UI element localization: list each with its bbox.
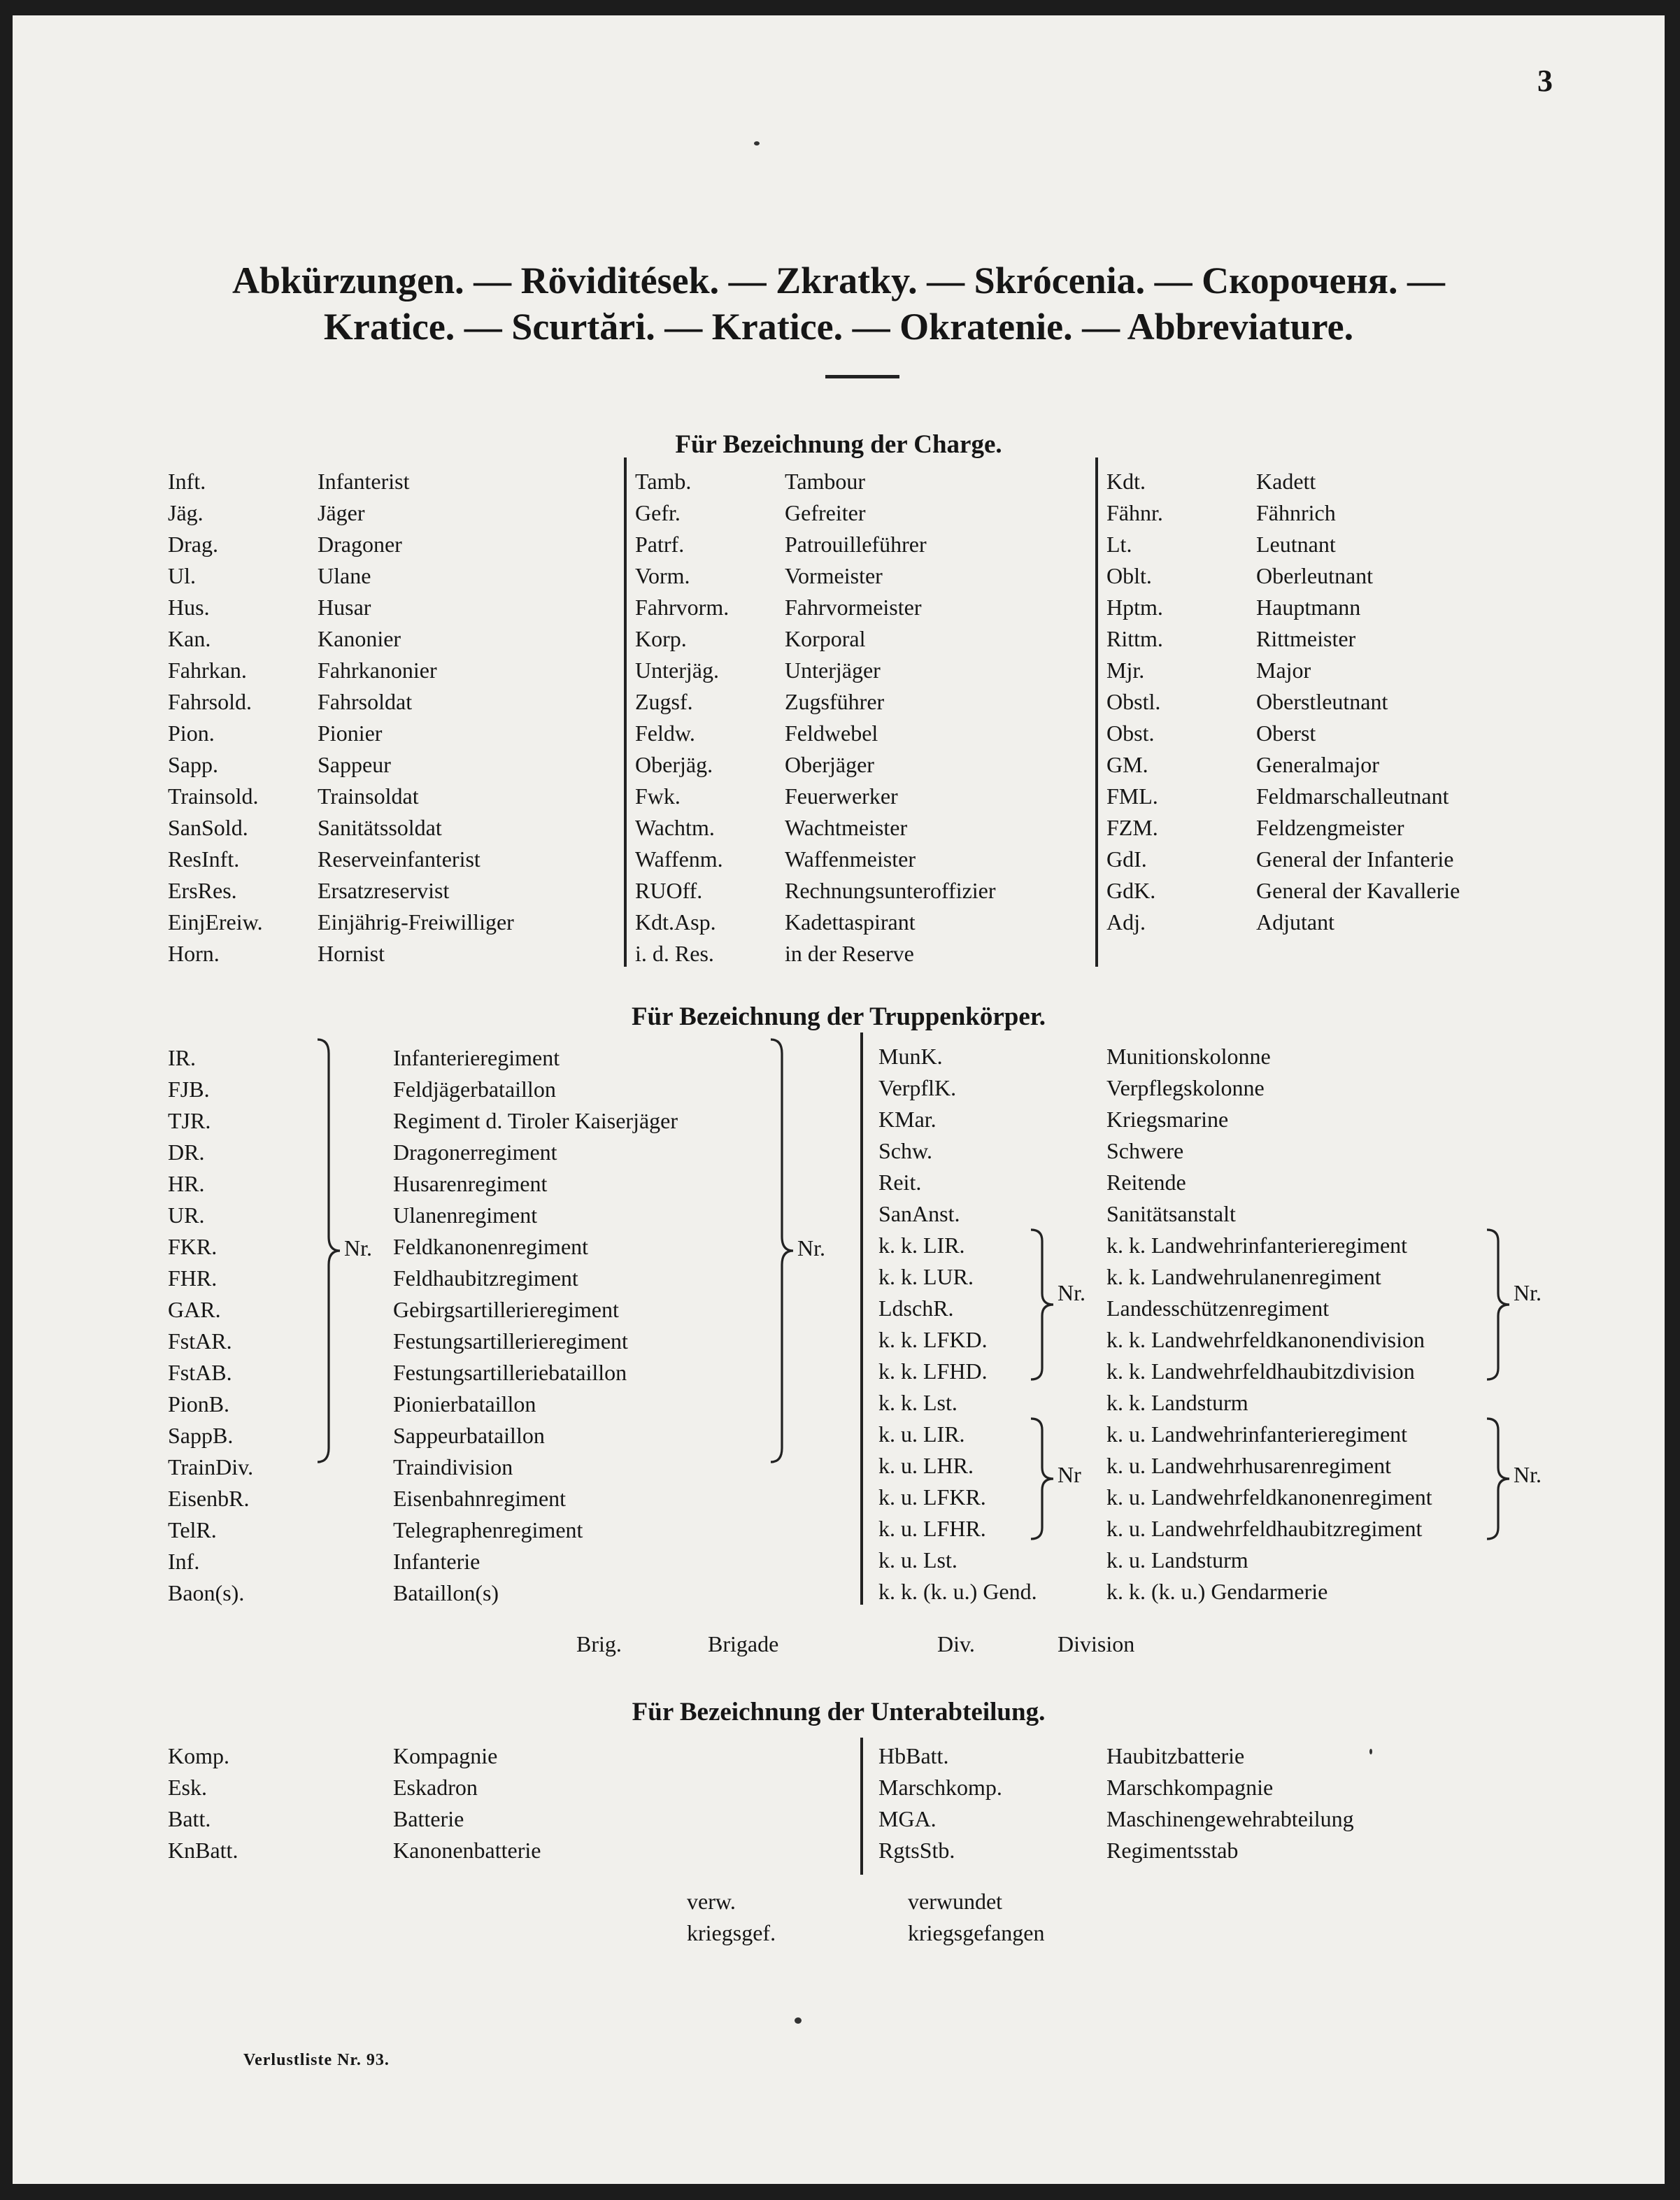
- meaning: Generalmajor: [1256, 752, 1379, 777]
- abbr: Oberjäg.: [635, 752, 713, 777]
- page-number: 3: [1537, 64, 1553, 98]
- meaning: Ulanenregiment: [393, 1202, 538, 1228]
- meaning: Oberstleutnant: [1256, 689, 1388, 714]
- meaning: Gefreiter: [785, 500, 866, 525]
- meaning: Fahrvormeister: [785, 595, 922, 620]
- abbr: VerpflK.: [878, 1075, 957, 1100]
- meaning: Einjährig-Freiwilliger: [318, 909, 514, 935]
- abbr: i. d. Res.: [635, 941, 714, 966]
- meaning: Feldwebel: [785, 721, 878, 746]
- abbr: FstAB.: [168, 1360, 232, 1385]
- meaning: Feldhaubitzregiment: [393, 1265, 578, 1291]
- meaning: Infanterieregiment: [393, 1045, 560, 1070]
- abbr: LdschR.: [878, 1296, 954, 1321]
- abbr: TJR.: [168, 1108, 211, 1133]
- meaning: Verpflegskolonne: [1106, 1075, 1265, 1100]
- abbr: Reit.: [878, 1170, 922, 1195]
- abbr: Inf.: [168, 1549, 200, 1574]
- abbr: Obstl.: [1106, 689, 1161, 714]
- meaning: Oberleutnant: [1256, 563, 1374, 588]
- abbr: Horn.: [168, 941, 220, 966]
- abbr: Komp.: [168, 1743, 229, 1768]
- meaning: Oberst: [1256, 721, 1316, 746]
- abbr: PionB.: [168, 1391, 230, 1417]
- meaning: Feldzengmeister: [1256, 815, 1404, 840]
- meaning: Jäger: [318, 500, 365, 525]
- meaning: Kadett: [1256, 469, 1316, 494]
- nr-label: Nr: [1058, 1462, 1081, 1487]
- abbr: SanSold.: [168, 815, 248, 840]
- abbr: FstAR.: [168, 1328, 232, 1354]
- meaning: Husarenregiment: [393, 1171, 548, 1196]
- abbr: DR.: [168, 1140, 205, 1165]
- right-brace: [1030, 1227, 1056, 1382]
- abbr: Adj.: [1106, 909, 1146, 935]
- abbr: Marschkomp.: [878, 1775, 1002, 1800]
- meaning: Dragonerregiment: [393, 1140, 557, 1165]
- abbr: k. u. Lst.: [878, 1547, 958, 1573]
- meaning: Hornist: [318, 941, 385, 966]
- abbr: SanAnst.: [878, 1201, 960, 1226]
- meaning: Feldkanonenregiment: [393, 1234, 589, 1259]
- meaning: Sappeurbataillon: [393, 1423, 545, 1448]
- abbr: Wachtm.: [635, 815, 715, 840]
- abbr: Ul.: [168, 563, 196, 588]
- meaning: k. k. Landsturm: [1106, 1390, 1248, 1415]
- meaning: Vormeister: [785, 563, 883, 588]
- meaning: Korporal: [785, 626, 866, 651]
- abbr: ErsRes.: [168, 878, 237, 903]
- meaning: Wachtmeister: [785, 815, 908, 840]
- abbr: MGA.: [878, 1806, 937, 1831]
- meaning: Infanterist: [318, 469, 410, 494]
- abbr: k. u. LFKR.: [878, 1484, 986, 1510]
- abbr: Fahrsold.: [168, 689, 252, 714]
- abbr: Sapp.: [168, 752, 218, 777]
- abbr: Unterjäg.: [635, 658, 719, 683]
- meaning: Fähnrich: [1256, 500, 1336, 525]
- column-divider: [624, 457, 627, 967]
- meaning: Pionierbataillon: [393, 1391, 536, 1417]
- meaning: Marschkompagnie: [1106, 1775, 1274, 1800]
- abbr: Gefr.: [635, 500, 681, 525]
- abbr: GdK.: [1106, 878, 1156, 903]
- meaning: Maschinengewehrabteilung: [1106, 1806, 1354, 1831]
- abbr: Kan.: [168, 626, 211, 651]
- meaning: Fahrkanonier: [318, 658, 437, 683]
- abbr: Fahrkan.: [168, 658, 247, 683]
- meaning: Patrouilleführer: [785, 532, 927, 557]
- abbr: Mjr.: [1106, 658, 1145, 683]
- abbr: HbBatt.: [878, 1743, 949, 1768]
- abbr: Kdt.: [1106, 469, 1146, 494]
- meaning: Regiment d. Tiroler Kaiserjäger: [393, 1108, 678, 1133]
- abbr: Rittm.: [1106, 626, 1163, 651]
- meaning: Haubitzbatterie: [1106, 1743, 1245, 1768]
- abbr: Korp.: [635, 626, 687, 651]
- meaning: k. k. Landwehrulanenregiment: [1106, 1264, 1381, 1289]
- abbr: Vorm.: [635, 563, 690, 588]
- abbr: k. u. LFHR.: [878, 1516, 986, 1541]
- abbr: Hus.: [168, 595, 210, 620]
- abbr: GM.: [1106, 752, 1148, 777]
- nr-label: Nr.: [344, 1235, 372, 1261]
- abbr: Inft.: [168, 469, 206, 494]
- meaning: Rittmeister: [1256, 626, 1356, 651]
- meaning: k. k. Landwehrfeldhaubitzdivision: [1106, 1358, 1415, 1384]
- scan-speck: [1369, 1749, 1372, 1754]
- abbr: Batt.: [168, 1806, 211, 1831]
- meaning: General der Kavallerie: [1256, 878, 1460, 903]
- abbr: Feldw.: [635, 721, 695, 746]
- meaning: Kadettaspirant: [785, 909, 916, 935]
- abbr: Waffenm.: [635, 846, 723, 872]
- abbr: kriegsgef.: [687, 1920, 776, 1945]
- abbr: Lt.: [1106, 532, 1132, 557]
- abbr: EinjEreiw.: [168, 909, 263, 935]
- meaning: Kompagnie: [393, 1743, 498, 1768]
- abbr: Esk.: [168, 1775, 207, 1800]
- abbr: Fwk.: [635, 783, 681, 809]
- meaning: Sanitätsanstalt: [1106, 1201, 1236, 1226]
- heading-unter: Für Bezeichnung der Unterabteilung.: [632, 1698, 1046, 1726]
- scanned-page: [13, 15, 1665, 2184]
- abbr: k. k. (k. u.) Gend.: [878, 1579, 1037, 1604]
- abbr: k. k. LFHD.: [878, 1358, 988, 1384]
- abbr: EisenbR.: [168, 1486, 250, 1511]
- meaning: Kriegsmarine: [1106, 1107, 1229, 1132]
- abbr: Jäg.: [168, 500, 204, 525]
- meaning: Waffenmeister: [785, 846, 916, 872]
- meaning: Ersatzreservist: [318, 878, 450, 903]
- abbr: k. u. LHR.: [878, 1453, 974, 1478]
- meaning: Landesschützenregiment: [1106, 1296, 1330, 1321]
- meaning: k. k. (k. u.) Gendarmerie: [1106, 1579, 1328, 1604]
- right-brace: [316, 1037, 343, 1465]
- meaning: k. u. Landwehrfeldhaubitzregiment: [1106, 1516, 1423, 1541]
- abbr: Pion.: [168, 721, 215, 746]
- abbr: FZM.: [1106, 815, 1158, 840]
- meaning: Husar: [318, 595, 371, 620]
- meaning: Infanterie: [393, 1549, 480, 1574]
- meaning: verwundet: [908, 1889, 1003, 1914]
- abbr: Schw.: [878, 1138, 933, 1163]
- meaning: Adjutant: [1256, 909, 1334, 935]
- abbr: Fahrvorm.: [635, 595, 729, 620]
- meaning: Trainsoldat: [318, 783, 419, 809]
- meaning: Tambour: [785, 469, 866, 494]
- abbr: Zugsf.: [635, 689, 693, 714]
- right-brace: [1486, 1416, 1512, 1542]
- abbr: Hptm.: [1106, 595, 1163, 620]
- meaning: Eisenbahnregiment: [393, 1486, 567, 1511]
- meaning: Festungsartillerieregiment: [393, 1328, 628, 1354]
- meaning: Kanonenbatterie: [393, 1838, 541, 1863]
- meaning: Munitionskolonne: [1106, 1044, 1271, 1069]
- meaning: Schwere: [1106, 1138, 1184, 1163]
- abbr: k. k. LUR.: [878, 1264, 974, 1289]
- nr-label: Nr.: [1514, 1280, 1542, 1305]
- meaning: Reserveinfanterist: [318, 846, 480, 872]
- abbr: FML.: [1106, 783, 1158, 809]
- abbr: Drag.: [168, 532, 218, 557]
- nr-label: Nr.: [797, 1235, 825, 1261]
- right-brace: [1486, 1227, 1512, 1382]
- meaning: Eskadron: [393, 1775, 478, 1800]
- abbr: Brig.: [576, 1631, 622, 1656]
- meaning: k. k. Landwehrfeldkanonendivision: [1106, 1327, 1425, 1352]
- abbr: RgtsStb.: [878, 1838, 955, 1863]
- abbr: k. k. LFKD.: [878, 1327, 988, 1352]
- scan-speck: [795, 2017, 802, 2024]
- meaning: Rechnungsunteroffizier: [785, 878, 996, 903]
- meaning: Kanonier: [318, 626, 401, 651]
- meaning: Telegraphenregiment: [393, 1517, 583, 1542]
- nr-label: Nr.: [1058, 1280, 1085, 1305]
- abbr: k. u. LIR.: [878, 1421, 965, 1447]
- abbr: SappB.: [168, 1423, 234, 1448]
- meaning: in der Reserve: [785, 941, 914, 966]
- title-divider: [825, 375, 899, 378]
- abbr: Div.: [937, 1631, 975, 1656]
- right-brace: [1030, 1416, 1056, 1542]
- meaning: k. u. Landwehrfeldkanonenregiment: [1106, 1484, 1432, 1510]
- meaning: Ulane: [318, 563, 371, 588]
- meaning: Feuerwerker: [785, 783, 898, 809]
- meaning: Zugsführer: [785, 689, 885, 714]
- abbr: GdI.: [1106, 846, 1147, 872]
- column-divider: [860, 1032, 863, 1605]
- heading-charge: Für Bezeichnung der Charge.: [675, 430, 1002, 459]
- abbr: Fähnr.: [1106, 500, 1163, 525]
- abbr: Kdt.Asp.: [635, 909, 716, 935]
- abbr: MunK.: [878, 1044, 943, 1069]
- meaning: Feldjägerbataillon: [393, 1077, 556, 1102]
- meaning: Gebirgsartillerieregiment: [393, 1297, 619, 1322]
- abbr: Patrf.: [635, 532, 685, 557]
- meaning: Feldmarschalleutnant: [1256, 783, 1449, 809]
- meaning: Traindivision: [393, 1454, 513, 1479]
- meaning: Pionier: [318, 721, 383, 746]
- meaning: Hauptmann: [1256, 595, 1361, 620]
- meaning: Oberjäger: [785, 752, 874, 777]
- meaning: Brigade: [708, 1631, 779, 1656]
- meaning: General der Infanterie: [1256, 846, 1454, 872]
- meaning: Unterjäger: [785, 658, 881, 683]
- abbr: k. k. Lst.: [878, 1390, 958, 1415]
- abbr: IR.: [168, 1045, 196, 1070]
- meaning: Fahrsoldat: [318, 689, 413, 714]
- meaning: Dragoner: [318, 532, 402, 557]
- nr-label: Nr.: [1514, 1462, 1542, 1487]
- meaning: Reitende: [1106, 1170, 1186, 1195]
- meaning: Sanitätssoldat: [318, 815, 442, 840]
- footer-note: Verlustliste Nr. 93.: [243, 2051, 390, 2069]
- abbr: Tamb.: [635, 469, 692, 494]
- meaning: Leutnant: [1256, 532, 1336, 557]
- abbr: FJB.: [168, 1077, 210, 1102]
- right-brace: [769, 1037, 796, 1465]
- meaning: Regimentsstab: [1106, 1838, 1239, 1863]
- title-line-2: Kratice. — Scurtări. — Kratice. — Okratenie. — Abbreviature.: [323, 306, 1354, 348]
- abbr: HR.: [168, 1171, 205, 1196]
- heading-truppen: Für Bezeichnung der Truppenkörper.: [631, 1002, 1046, 1031]
- meaning: k. u. Landwehrinfanterieregiment: [1106, 1421, 1408, 1447]
- abbr: FKR.: [168, 1234, 218, 1259]
- abbr: TelR.: [168, 1517, 217, 1542]
- abbr: KnBatt.: [168, 1838, 239, 1863]
- abbr: Obst.: [1106, 721, 1155, 746]
- abbr: Baon(s).: [168, 1580, 245, 1605]
- column-divider: [1095, 457, 1098, 967]
- meaning: Batterie: [393, 1806, 464, 1831]
- meaning: Major: [1256, 658, 1311, 683]
- abbr: FHR.: [168, 1265, 218, 1291]
- meaning: k. u. Landwehrhusarenregiment: [1106, 1453, 1391, 1478]
- abbr: Oblt.: [1106, 563, 1152, 588]
- meaning: k. k. Landwehrinfanterieregiment: [1106, 1233, 1408, 1258]
- abbr: verw.: [687, 1889, 736, 1914]
- meaning: kriegsgefangen: [908, 1920, 1045, 1945]
- scan-speck: [754, 141, 760, 146]
- meaning: Division: [1058, 1631, 1135, 1656]
- abbr: TrainDiv.: [168, 1454, 254, 1479]
- abbr: Trainsold.: [168, 783, 259, 809]
- abbr: KMar.: [878, 1107, 937, 1132]
- abbr: k. k. LIR.: [878, 1233, 965, 1258]
- meaning: Bataillon(s): [393, 1580, 499, 1605]
- abbr: GAR.: [168, 1297, 221, 1322]
- column-divider: [860, 1738, 863, 1875]
- abbr: ResInft.: [168, 846, 240, 872]
- meaning: Festungsartilleriebataillon: [393, 1360, 627, 1385]
- meaning: k. u. Landsturm: [1106, 1547, 1248, 1573]
- title-line-1: Abkürzungen. — Röviditések. — Zkratky. — Skrócenia. — Скороченя. —: [232, 260, 1445, 301]
- abbr: RUOff.: [635, 878, 703, 903]
- abbr: UR.: [168, 1202, 205, 1228]
- meaning: Sappeur: [318, 752, 391, 777]
